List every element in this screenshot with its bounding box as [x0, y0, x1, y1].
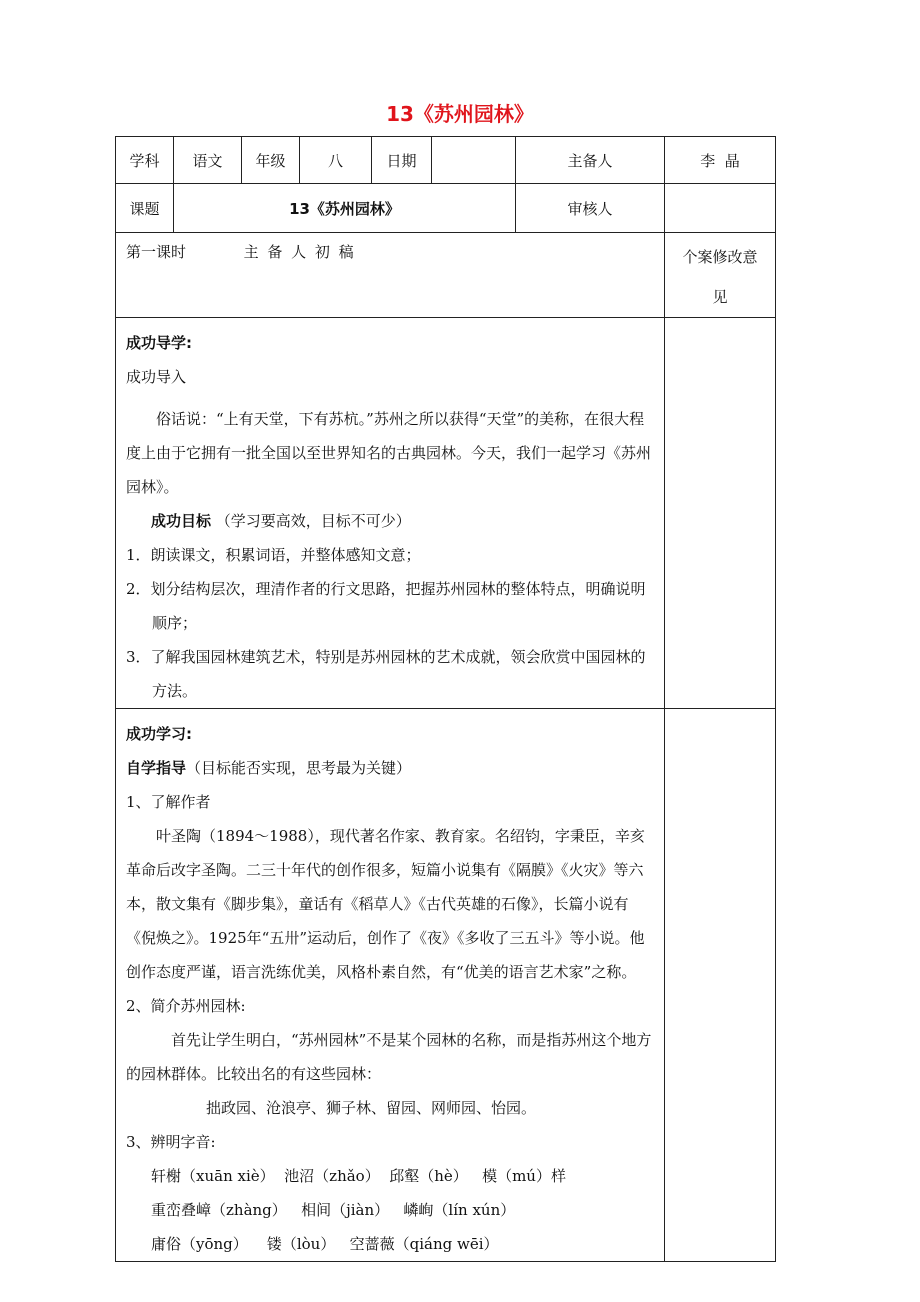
note-cell-2 — [665, 709, 776, 1262]
date-value — [432, 137, 516, 184]
section-2-title: 2、简介苏州园林: — [126, 997, 246, 1015]
preparer-value: 李 晶 — [665, 137, 776, 184]
page-title: 13《苏州园林》 — [386, 102, 534, 126]
lesson-row — [116, 233, 776, 318]
note-cell-1 — [665, 318, 776, 709]
note-header: 个案修改意见 — [665, 233, 776, 318]
study-cell — [116, 709, 665, 1262]
study-heading: 成功学习: — [126, 725, 192, 743]
goal-item-3: 3．了解我国园林建筑艺术，特别是苏州园林的艺术成就，领会欣赏中国园林的方法。 — [126, 648, 646, 700]
pinyin-line-3: 庸俗（yōng） 镂（lòu） 空蔷薇（qiáng wēi） — [151, 1235, 499, 1253]
goal-item-2: 2．划分结构层次，理清作者的行文思路，把握苏州园林的整体特点，明确说明顺序； — [126, 580, 646, 632]
goal-note: （学习要高效，目标不可少） — [215, 512, 411, 530]
lesson-period: 第一课时 — [126, 243, 187, 261]
self-guide-label: 自学指导 — [126, 759, 187, 777]
section-1-text: 叶圣陶（1894～1988），现代著名作家、教育家。名绍钧，字秉臣，辛亥革命后改字圣陶。二三十年代的创作很多，短篇小说集有《隔膜》《火灾》等六本，散文集有《脚步集》，童话有《稻草人》《古代英雄的石像》，长篇小说有《倪焕之》。1925年“五卅”运动后，创作了《夜》《多收了三五斗》等小说。他创作态度严谨，语言洗练优美，风格朴素自然，有“优美的语言艺术家”之称。 — [126, 827, 645, 981]
goal-label: 成功目标 — [151, 512, 212, 530]
reviewer-label: 审核人 — [516, 184, 665, 233]
goal-line — [126, 504, 654, 538]
intro-label: 成功导入 — [126, 368, 187, 386]
pinyin-line-1: 轩榭（xuān xiè） 池沼（zhǎo） 邱壑（hè） 模（mú）样 — [151, 1167, 566, 1185]
guide-row — [116, 318, 776, 709]
section-2-list: 拙政园、沧浪亭、狮子林、留园、网师园、怡园。 — [206, 1099, 537, 1117]
reviewer-value — [665, 184, 776, 233]
preparer-label: 主备人 — [516, 137, 665, 184]
guide-cell — [116, 318, 665, 709]
subject-label: 学科 — [116, 137, 174, 184]
self-guide-note: （目标能否实现，思考最为关键） — [186, 759, 412, 777]
self-guide-line — [126, 751, 654, 785]
header-row-1 — [116, 137, 776, 184]
lesson-period-cell — [116, 233, 665, 318]
intro-text: 俗话说：“上有天堂，下有苏杭。”苏州之所以获得“天堂”的美称，在很大程度上由于它拥有一批全国以至世界知名的古典园林。今天，我们一起学习《苏州园林》。 — [126, 410, 652, 496]
draft-label: 主 备 人 初 稿 — [243, 243, 356, 261]
topic-value: 13《苏州园林》 — [174, 184, 516, 233]
grade-value: 八 — [300, 137, 372, 184]
section-3-title: 3、辨明字音: — [126, 1133, 216, 1151]
goal-item-1: 1．朗读课文，积累词语，并整体感知文意； — [126, 546, 421, 564]
section-1-title: 1、了解作者 — [126, 793, 211, 811]
section-2-text: 首先让学生明白，“苏州园林”不是某个园林的名称，而是指苏州这个地方的园林群体。比较出名的有这些园林： — [126, 1031, 652, 1083]
date-label: 日期 — [372, 137, 432, 184]
subject-value: 语文 — [174, 137, 242, 184]
topic-label: 课题 — [116, 184, 174, 233]
header-row-2 — [116, 184, 776, 233]
study-row — [116, 709, 776, 1262]
guide-heading: 成功导学: — [126, 334, 192, 352]
grade-label: 年级 — [242, 137, 300, 184]
pinyin-line-2: 重峦叠嶂（zhàng） 相间（jiàn） 嶙峋（lín xún） — [151, 1201, 516, 1219]
lesson-plan-table — [115, 136, 776, 1262]
